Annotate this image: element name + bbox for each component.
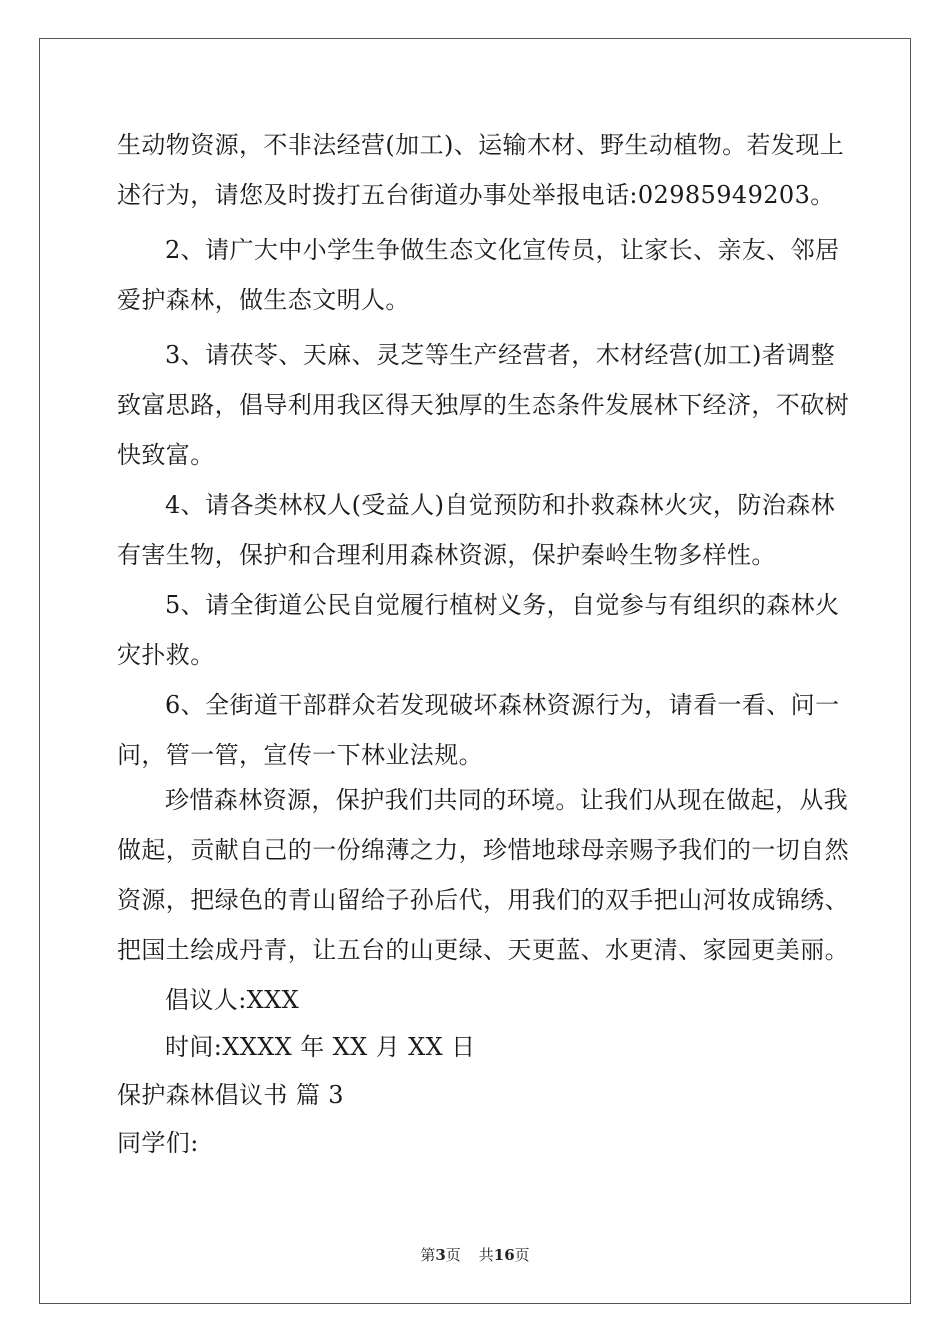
page-prefix: 第 bbox=[420, 1246, 436, 1264]
total-prefix: 共 bbox=[478, 1246, 494, 1264]
date-line: 时间:XXXX 年 XX 月 XX 日 bbox=[165, 1033, 476, 1061]
closing-line-3: 资源，把绿色的青山留给子孙后代，用我们的双手把山河妆成锦绣、 bbox=[117, 886, 849, 914]
paragraph-6-line-1: 6、全街道干部群众若发现破坏森林资源行为，请看一看、问一 bbox=[165, 691, 840, 719]
salutation-line: 同学们: bbox=[117, 1129, 199, 1157]
closing-line-4: 把国土绘成丹青，让五台的山更绿、天更蓝、水更清、家园更美丽。 bbox=[117, 936, 849, 964]
paragraph-3-line-2: 致富思路，倡导利用我区得天独厚的生态条件发展林下经济，不砍树 bbox=[117, 391, 849, 419]
paragraph-2-line-2: 爱护森林，做生态文明人。 bbox=[117, 286, 410, 314]
paragraph-4-line-1: 4、请各类林权人(受益人)自觉预防和扑救森林火灾，防治森林 bbox=[165, 491, 835, 519]
total-pages: 16 bbox=[493, 1246, 515, 1264]
paragraph-2-line-1: 2、请广大中小学生争做生态文化宣传员，让家长、亲友、邻居 bbox=[165, 236, 840, 264]
section-heading: 保护森林倡议书 篇 3 bbox=[117, 1081, 344, 1109]
page-number: 3 bbox=[435, 1246, 446, 1264]
paragraph-3-line-1: 3、请茯苓、天麻、灵芝等生产经营者，木材经营(加工)者调整 bbox=[165, 341, 835, 369]
total-suffix: 页 bbox=[514, 1246, 530, 1264]
closing-line-2: 做起，贡献自己的一份绵薄之力，珍惜地球母亲赐予我们的一切自然 bbox=[117, 836, 849, 864]
page-footer bbox=[0, 1244, 950, 1265]
text-line: 述行为，请您及时拨打五台街道办事处举报电话:02985949203。 bbox=[117, 181, 835, 209]
signatory-line: 倡议人:XXX bbox=[165, 986, 300, 1014]
paragraph-5-line-2: 灾扑救。 bbox=[117, 641, 215, 669]
page-suffix: 页 bbox=[445, 1246, 461, 1264]
paragraph-4-line-2: 有害生物，保护和合理利用森林资源，保护秦岭生物多样性。 bbox=[117, 541, 776, 569]
paragraph-6-line-2: 问，管一管，宣传一下林业法规。 bbox=[117, 741, 483, 769]
closing-line-1: 珍惜森林资源，保护我们共同的环境。让我们从现在做起，从我 bbox=[165, 786, 849, 814]
paragraph-5-line-1: 5、请全街道公民自觉履行植树义务，自觉参与有组织的森林火 bbox=[165, 591, 840, 619]
text-line: 生动物资源，不非法经营(加工)、运输木材、野生动植物。若发现上 bbox=[117, 131, 845, 159]
paragraph-3-line-3: 快致富。 bbox=[117, 441, 215, 469]
